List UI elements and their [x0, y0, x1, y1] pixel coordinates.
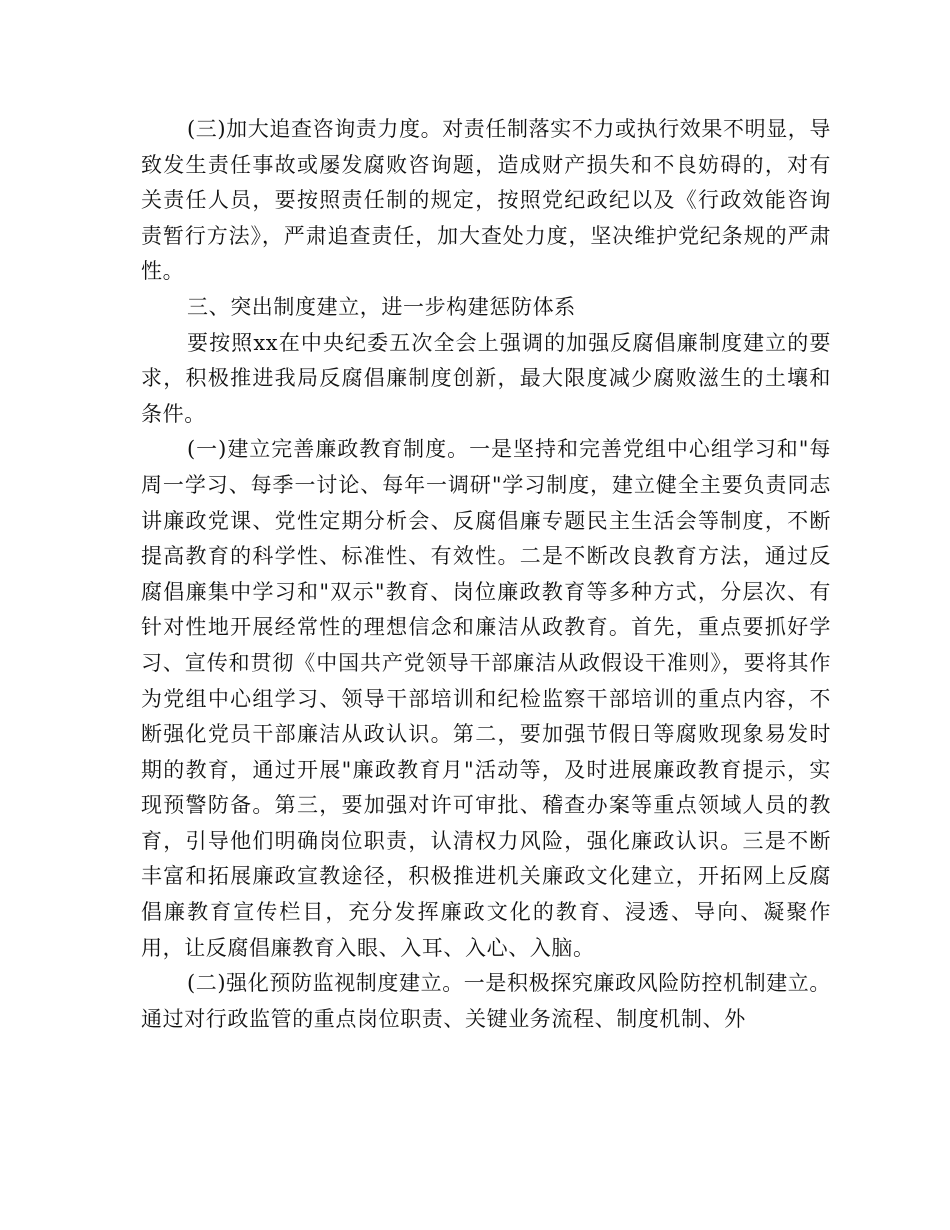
paragraph-prevention-system: (二)强化预防监视制度建立。一是积极探究廉政风险防控机制建立。通过对行政监管的重点岗位职责、关键业务流程、制度机制、外 — [141, 971, 831, 1031]
paragraph-education-system: (一)建立完善廉政教育制度。一是坚持和完善党组中心组学习和"每周一学习、每季一讨论、每年一调研"学习制度，建立健全主要负责同志讲廉政党课、党性定期分析会、反腐倡廉专题民主生活会等制度，不断提高教育的科学性、标准性、有效性。二是不断改良教育方法，通过反腐倡廉集中学习和"双示"教育、岗位廉政教育等多种方式，分层次、有针对性地开展经常性的理想信念和廉洁从政教育。首先，重点要抓好学习、宣传和贯彻《中国共产党领导干部廉洁从政假设干准则》，要将其作为党组中心组学习、领导干部培训和纪检监察干部培训的重点内容，不断强化党员干部廉洁从政认识。第二，要加强节假日等腐败现象易发时期的教育，通过开展"廉政教育月"活动等，及时进展廉政教育提示，实现预警防备。第三，要加强对许可审批、稽查办案等重点领域人员的教育，引导他们明确岗位职责，认清权力风险，强化廉政认识。三是不断丰富和拓展廉政宣教途径，积极推进机关廉政文化建立，开拓网上反腐倡廉教育宣传栏目，充分发挥廉政文化的教育、浸透、导向、凝聚作用，让反腐倡廉教育入眼、入耳、入心、入脑。 — [141, 437, 831, 960]
paragraph-accountability: (三)加大追查咨询责力度。对责任制落实不力或执行效果不明显，导致发生责任事故或屡发腐败咨询题，造成财产损失和不良妨碍的，对有关责任人员，要按照责任制的规定，按照党纪政纪以及《行政效能咨询责暂行方法》，严肃追查责任，加大查处力度，坚决维护党纪条规的严肃性。 — [141, 117, 831, 284]
section-heading-system-building: 三、突出制度建立，进一步构建惩防体系 — [187, 294, 576, 319]
paragraph-system-intro: 要按照xx在中央纪委五次全会上强调的加强反腐倡廉制度建立的要求，积极推进我局反腐倡廉制度创新，最大限度减少腐败滋生的土壤和条件。 — [141, 330, 831, 426]
document-body — [141, 112, 831, 1037]
